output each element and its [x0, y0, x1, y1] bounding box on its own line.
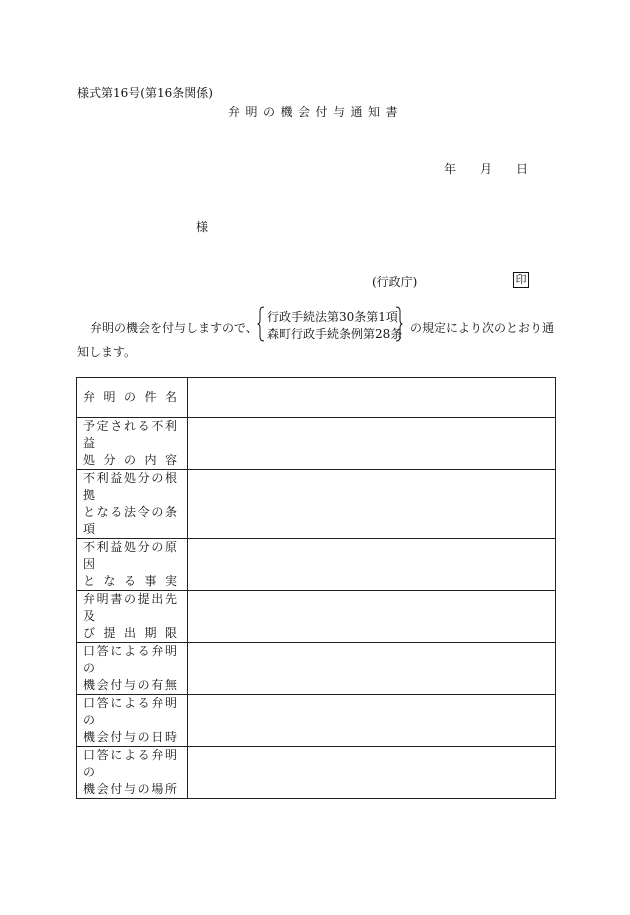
row-label	[77, 747, 188, 799]
row-value-field[interactable]	[188, 418, 556, 470]
table-row	[77, 695, 556, 747]
row-value-field[interactable]	[188, 539, 556, 591]
table-row	[77, 418, 556, 470]
row-label	[77, 418, 188, 470]
document-title: 弁明の機会付与通知書	[228, 105, 404, 119]
body-second-line: 知します。	[77, 345, 137, 359]
date-month-label: 月	[480, 162, 493, 176]
row-label	[77, 695, 188, 747]
date-day-label: 日	[516, 162, 529, 176]
row-value-field[interactable]	[188, 695, 556, 747]
row-label-line: 弁明書の提出先及	[83, 592, 177, 623]
row-label-line: となる事実	[83, 574, 177, 588]
seal-mark: 印	[513, 272, 529, 288]
row-value-field[interactable]	[188, 747, 556, 799]
table-row	[77, 747, 556, 799]
row-label-line: 不利益処分の原因	[83, 540, 177, 571]
row-value-field[interactable]	[188, 591, 556, 643]
date-year-label: 年	[444, 162, 457, 176]
row-value-field[interactable]	[188, 378, 556, 418]
row-label-line: 機会付与の場所	[83, 782, 177, 796]
addressee-suffix: 様	[196, 220, 209, 234]
law-option-2: 森町行政手続条例第28条	[267, 327, 403, 341]
body-lead-text: 弁明の機会を付与しますので、	[90, 321, 258, 335]
notice-table	[76, 377, 556, 799]
law-options-bracket	[257, 306, 403, 342]
table-row	[77, 470, 556, 539]
row-label-line: 口答による弁明の	[83, 748, 177, 779]
row-label	[77, 378, 188, 418]
row-label-line: 予定される不利益	[83, 419, 177, 450]
row-label-line: 口答による弁明の	[83, 696, 177, 727]
row-value-field[interactable]	[188, 470, 556, 539]
table-row	[77, 643, 556, 695]
form-number: 様式第16号(第16条関係)	[77, 86, 213, 100]
row-label	[77, 470, 188, 539]
table-row	[77, 539, 556, 591]
law-option-1: 行政手続法第30条第1項	[267, 310, 398, 324]
row-label-line: 機会付与の日時	[83, 730, 177, 744]
row-value-field[interactable]	[188, 643, 556, 695]
agency-label: (行政庁)	[372, 275, 418, 289]
row-label-line: 口答による弁明の	[83, 644, 177, 675]
body-trail-text: の規定により次のとおり通	[410, 321, 555, 335]
row-label-line: 処分の内容	[83, 453, 177, 467]
row-label-line: 弁明の件名	[83, 390, 177, 404]
row-label	[77, 643, 188, 695]
row-label-line: び提出期限	[83, 626, 177, 640]
row-label	[77, 591, 188, 643]
table-row	[77, 378, 556, 418]
row-label-line: 機会付与の有無	[83, 678, 177, 692]
row-label-line: 不利益処分の根拠	[83, 471, 177, 502]
date-line	[444, 160, 528, 177]
row-label-line: となる法令の条項	[83, 505, 177, 536]
table-row	[77, 591, 556, 643]
row-label	[77, 539, 188, 591]
